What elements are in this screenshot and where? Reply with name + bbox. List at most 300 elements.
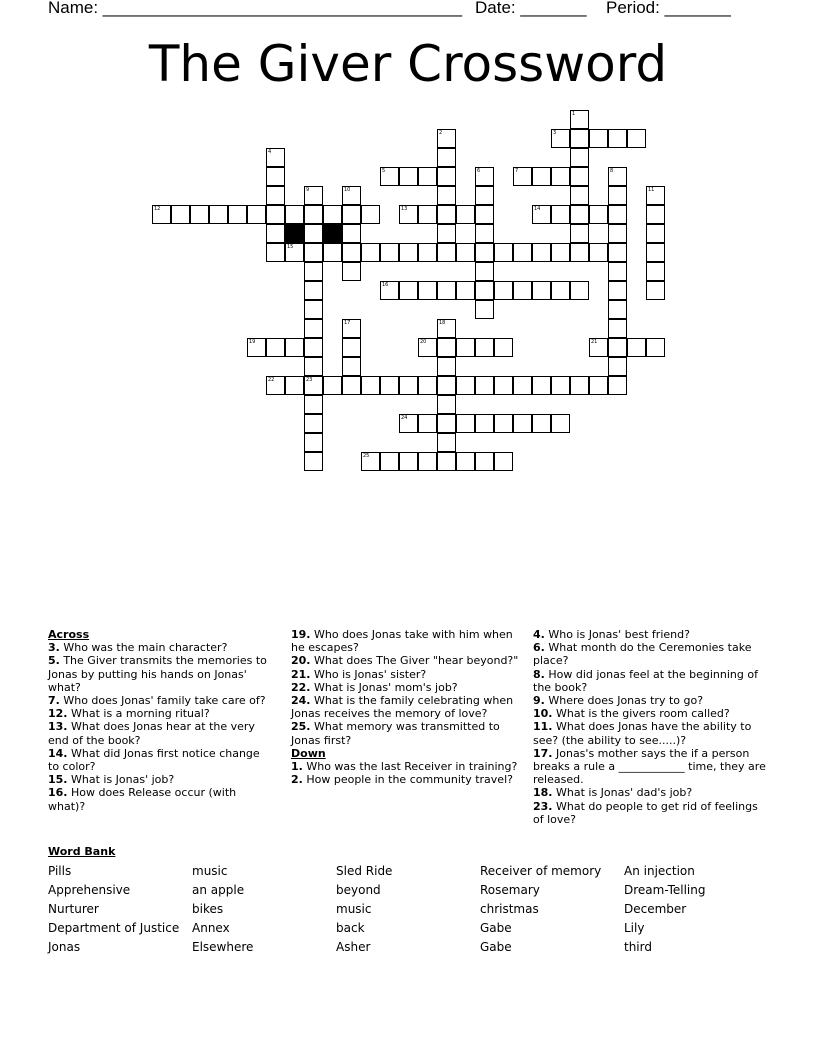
grid-cell[interactable] [646, 186, 665, 205]
grid-cell[interactable] [266, 205, 285, 224]
clue-item [48, 773, 273, 786]
grid-cell[interactable] [608, 224, 627, 243]
grid-cell[interactable] [437, 243, 456, 262]
clue-number: 25. [291, 720, 311, 734]
grid-cell[interactable] [399, 243, 418, 262]
grid-cell[interactable] [551, 167, 570, 186]
word-bank-item: Receiver of memory [480, 864, 602, 878]
clue-text: Who is Jonas' best friend? [544, 628, 690, 641]
grid-cell[interactable] [646, 243, 665, 262]
grid-cell[interactable] [475, 452, 494, 471]
clue-item [48, 707, 273, 720]
clue-text: Who was the last Receiver in training? [302, 760, 518, 774]
grid-cell[interactable] [646, 224, 665, 243]
clue-text: Who is Jonas' sister? [310, 667, 427, 681]
clue-number: 15. [48, 773, 68, 787]
clue-number: 24. [291, 694, 311, 708]
grid-cell[interactable] [608, 300, 627, 319]
grid-cell[interactable] [456, 281, 475, 300]
grid-cell[interactable] [342, 262, 361, 281]
grid-cell-number: 11 [648, 187, 655, 193]
grid-cell[interactable] [342, 205, 361, 224]
grid-cell[interactable] [418, 338, 437, 357]
grid-cell[interactable] [570, 224, 589, 243]
grid-cell[interactable] [494, 452, 513, 471]
grid-cell[interactable] [437, 205, 456, 224]
grid-cell[interactable] [285, 338, 304, 357]
word-bank-item: Apprehensive [48, 883, 131, 897]
clue-text: How did jonas feel at the beginning of the book? [533, 667, 758, 694]
grid-cell-number: 22 [268, 377, 275, 383]
grid-cell-number: 10 [344, 187, 351, 193]
clues-column-3 [533, 628, 768, 826]
clue-item [533, 694, 768, 707]
grid-cell[interactable] [437, 357, 456, 376]
word-bank-item: Pills [48, 864, 72, 878]
grid-cell[interactable] [266, 167, 285, 186]
grid-cell[interactable] [570, 205, 589, 224]
grid-cell[interactable] [494, 414, 513, 433]
clue-item [533, 707, 768, 720]
clue-number: 13. [48, 720, 68, 734]
grid-cell[interactable] [323, 243, 342, 262]
grid-cell[interactable] [646, 262, 665, 281]
grid-cell[interactable] [475, 414, 494, 433]
clue-number: 6. [533, 641, 545, 655]
clue-text: What does The Giver "hear beyond?" [310, 654, 519, 668]
clue-number: 19. [291, 628, 311, 641]
grid-cell[interactable] [608, 243, 627, 262]
grid-cell[interactable] [152, 205, 171, 224]
grid-cell[interactable] [551, 414, 570, 433]
grid-cell[interactable] [190, 205, 209, 224]
grid-cell[interactable] [456, 376, 475, 395]
grid-cell[interactable] [475, 376, 494, 395]
clue-number: 11. [533, 720, 553, 734]
grid-cell[interactable] [209, 205, 228, 224]
grid-cell[interactable] [570, 110, 589, 129]
grid-cell[interactable] [418, 167, 437, 186]
clue-number: 22. [291, 680, 311, 694]
grid-cell[interactable] [513, 243, 532, 262]
grid-cell[interactable] [304, 262, 323, 281]
clue-number: 12. [48, 707, 68, 721]
grid-cell-number: 21 [591, 339, 598, 345]
grid-cell[interactable] [608, 205, 627, 224]
clue-text: Who does Jonas take with him when he escapes? [291, 628, 513, 655]
grid-cell[interactable] [475, 300, 494, 319]
word-bank-item: Rosemary [480, 883, 540, 897]
grid-cell[interactable] [494, 338, 513, 357]
grid-cell-number: 17 [344, 320, 351, 326]
clue-number: 4. [533, 628, 545, 641]
clue-number: 8. [533, 667, 545, 681]
clue-text: Who does Jonas' family take care of? [59, 694, 266, 708]
word-bank-item: Jonas [48, 940, 81, 954]
grid-cell[interactable] [589, 338, 608, 357]
word-bank-item: bikes [192, 902, 224, 916]
grid-cell[interactable] [304, 357, 323, 376]
word-bank-item: Lily [624, 921, 645, 935]
grid-cell-blocked [323, 224, 342, 243]
clue-number: 2. [291, 773, 303, 787]
clue-text: What is Jonas' mom's job? [310, 680, 458, 694]
grid-cell-blocked [285, 224, 304, 243]
grid-cell[interactable] [304, 319, 323, 338]
clue-text: What is the family celebrating when Jonas receives the memory of love? [291, 694, 514, 721]
clue-number: 5. [48, 654, 60, 668]
clue-number: 20. [291, 654, 311, 668]
grid-cell-number: 16 [382, 282, 389, 288]
grid-cell[interactable] [342, 338, 361, 357]
grid-cell[interactable] [437, 224, 456, 243]
grid-cell[interactable] [608, 319, 627, 338]
grid-cell[interactable] [532, 281, 551, 300]
down-clue-list-continued [533, 628, 768, 826]
grid-cell[interactable] [646, 205, 665, 224]
grid-cell[interactable] [570, 129, 589, 148]
date-field-label[interactable]: Date: _______ [475, 0, 587, 17]
grid-cell-number: 13 [401, 206, 408, 212]
grid-cell[interactable] [608, 338, 627, 357]
grid-cell[interactable] [437, 167, 456, 186]
clue-text: What did Jonas first notice change to color? [48, 746, 260, 774]
word-bank-item: beyond [336, 883, 381, 897]
clues-column-1 [48, 628, 273, 813]
grid-cell[interactable] [266, 376, 285, 395]
clue-number: 17. [533, 746, 553, 760]
grid-cell[interactable] [342, 357, 361, 376]
grid-cell[interactable] [513, 281, 532, 300]
clue-item [291, 720, 521, 746]
clue-item [291, 654, 521, 667]
crossword-grid [0, 0, 816, 480]
grid-cell-number: 15 [287, 244, 294, 250]
grid-cell[interactable] [342, 376, 361, 395]
clue-text: What memory was transmitted to Jonas first? [291, 720, 500, 747]
grid-cell[interactable] [456, 414, 475, 433]
grid-cell[interactable] [399, 281, 418, 300]
grid-cell[interactable] [475, 262, 494, 281]
grid-cell[interactable] [380, 243, 399, 262]
grid-cell-number: 18 [439, 320, 446, 326]
grid-cell[interactable] [608, 376, 627, 395]
grid-cell[interactable] [475, 186, 494, 205]
grid-cell[interactable] [532, 205, 551, 224]
clue-item [533, 641, 768, 667]
grid-cell[interactable] [570, 243, 589, 262]
grid-cell[interactable] [475, 205, 494, 224]
grid-cell-number: 14 [534, 206, 541, 212]
grid-cell-number: 12 [154, 206, 161, 212]
grid-cell[interactable] [399, 205, 418, 224]
word-bank-item: Elsewhere [192, 940, 254, 954]
grid-cell[interactable] [646, 338, 665, 357]
word-bank-item: music [192, 864, 228, 878]
clue-item [48, 786, 273, 812]
grid-cell[interactable] [361, 205, 380, 224]
grid-cell[interactable] [342, 186, 361, 205]
grid-cell[interactable] [570, 376, 589, 395]
word-bank-item: third [624, 940, 652, 954]
clue-text: What is Jonas' dad's job? [552, 786, 693, 800]
grid-cell-number: 3 [553, 130, 557, 136]
word-bank-item: An injection [624, 864, 695, 878]
clue-text: What is Jonas' job? [67, 773, 175, 787]
word-bank-item: Department of Justice [48, 921, 180, 935]
grid-cell-number: 4 [268, 149, 272, 155]
grid-cell[interactable] [266, 186, 285, 205]
grid-cell[interactable] [627, 129, 646, 148]
grid-cell[interactable] [266, 338, 285, 357]
grid-cell[interactable] [171, 205, 190, 224]
grid-cell-number: 8 [610, 168, 614, 174]
grid-cell[interactable] [399, 414, 418, 433]
grid-cell[interactable] [551, 376, 570, 395]
grid-cell[interactable] [399, 167, 418, 186]
clue-text: What do people to get rid of feelings of love? [533, 799, 758, 826]
clue-item [291, 773, 521, 786]
clue-item [48, 654, 273, 694]
word-bank-item: back [336, 921, 365, 935]
grid-cell[interactable] [304, 205, 323, 224]
grid-cell[interactable] [266, 243, 285, 262]
grid-cell[interactable] [608, 129, 627, 148]
word-bank-item: Asher [336, 940, 371, 954]
grid-cell[interactable] [304, 376, 323, 395]
clue-text: What does Jonas hear at the very end of the book? [48, 720, 255, 747]
clue-item [291, 668, 521, 681]
clue-number: 23. [533, 799, 553, 813]
grid-cell[interactable] [437, 281, 456, 300]
clue-text: How does Release occur (with what)? [48, 786, 237, 813]
grid-cell[interactable] [437, 452, 456, 471]
grid-cell[interactable] [304, 338, 323, 357]
grid-cell[interactable] [513, 376, 532, 395]
page-title: The Giver Crossword [148, 35, 668, 93]
grid-cell[interactable] [304, 186, 323, 205]
grid-cell[interactable] [437, 129, 456, 148]
word-bank-item: December [624, 902, 687, 916]
grid-cell[interactable] [456, 243, 475, 262]
grid-cell[interactable] [551, 243, 570, 262]
grid-cell[interactable] [475, 224, 494, 243]
clue-item [291, 760, 521, 773]
word-bank-heading: Word Bank [48, 845, 116, 858]
grid-cell-number: 9 [306, 187, 310, 193]
clue-text: What month do the Ceremonies take place? [533, 641, 752, 668]
grid-cell[interactable] [570, 186, 589, 205]
grid-cell[interactable] [304, 281, 323, 300]
grid-cell[interactable] [304, 243, 323, 262]
grid-cell[interactable] [494, 243, 513, 262]
clue-number: 18. [533, 786, 553, 800]
clue-number: 21. [291, 667, 311, 681]
grid-cell[interactable] [418, 281, 437, 300]
grid-cell[interactable] [589, 243, 608, 262]
grid-cell[interactable] [608, 262, 627, 281]
grid-cell[interactable] [589, 376, 608, 395]
grid-cell[interactable] [608, 186, 627, 205]
grid-cell[interactable] [418, 205, 437, 224]
grid-cell[interactable] [361, 376, 380, 395]
grid-cell[interactable] [304, 300, 323, 319]
grid-cell[interactable] [418, 414, 437, 433]
grid-cell[interactable] [342, 224, 361, 243]
grid-cell[interactable] [589, 129, 608, 148]
grid-cell[interactable] [304, 395, 323, 414]
grid-cell[interactable] [437, 319, 456, 338]
clue-item [533, 668, 768, 694]
grid-cell[interactable] [437, 376, 456, 395]
grid-cell[interactable] [399, 376, 418, 395]
word-bank-item: Gabe [480, 921, 512, 935]
grid-cell[interactable] [437, 433, 456, 452]
grid-cell[interactable] [285, 243, 304, 262]
clue-item [291, 628, 521, 654]
grid-cell[interactable] [342, 243, 361, 262]
clue-text: Who was the main character? [59, 641, 228, 655]
grid-cell-number: 7 [515, 168, 519, 174]
clue-text: What does Jonas have the ability to see? (the ability to see.....)? [533, 720, 752, 747]
grid-cell[interactable] [342, 319, 361, 338]
word-bank-item: Annex [192, 921, 230, 935]
grid-cell[interactable] [608, 357, 627, 376]
grid-cell[interactable] [304, 414, 323, 433]
grid-cell[interactable] [418, 376, 437, 395]
grid-cell[interactable] [418, 243, 437, 262]
grid-cell[interactable] [551, 205, 570, 224]
grid-cell[interactable] [361, 243, 380, 262]
grid-cell[interactable] [285, 205, 304, 224]
grid-cell[interactable] [437, 338, 456, 357]
grid-cell[interactable] [437, 414, 456, 433]
grid-cell[interactable] [532, 414, 551, 433]
clue-number: 3. [48, 641, 60, 655]
grid-cell[interactable] [380, 281, 399, 300]
grid-cell[interactable] [437, 148, 456, 167]
grid-cell[interactable] [532, 167, 551, 186]
grid-cell[interactable] [380, 452, 399, 471]
clue-text: How people in the community travel? [302, 773, 513, 787]
grid-cell-number: 24 [401, 415, 408, 421]
grid-cell[interactable] [570, 148, 589, 167]
clue-item [48, 641, 273, 654]
grid-cell-number: 25 [363, 453, 370, 459]
grid-cell-number: 2 [439, 130, 443, 136]
across-clue-list-continued [291, 628, 521, 747]
grid-cell[interactable] [475, 281, 494, 300]
clue-item [533, 786, 768, 799]
grid-cell[interactable] [399, 452, 418, 471]
clue-text: What is the givers room called? [552, 707, 730, 721]
word-bank-item: Sled Ride [336, 864, 393, 878]
grid-cell[interactable] [532, 243, 551, 262]
word-bank-item: Dream-Telling [624, 883, 706, 897]
grid-cell[interactable] [475, 338, 494, 357]
clue-item [533, 747, 768, 787]
grid-cell[interactable] [570, 281, 589, 300]
grid-cell[interactable] [380, 167, 399, 186]
grid-cell[interactable] [323, 376, 342, 395]
clue-text: Jonas's mother says the if a person breaks a rule a ____________ time, they are released. [533, 746, 766, 787]
grid-cell[interactable] [304, 224, 323, 243]
grid-cell[interactable] [513, 167, 532, 186]
clue-item [533, 800, 768, 826]
clue-number: 16. [48, 786, 68, 800]
word-bank-item: music [336, 902, 372, 916]
grid-cell[interactable] [247, 205, 266, 224]
clue-item [48, 694, 273, 707]
grid-cell[interactable] [627, 338, 646, 357]
name-field-label[interactable]: Name: ______________________________________ [48, 0, 463, 17]
word-bank-item: Nurturer [48, 902, 99, 916]
grid-cell[interactable] [475, 167, 494, 186]
clue-number: 10. [533, 707, 553, 721]
clue-item [533, 628, 768, 641]
grid-cell[interactable] [266, 148, 285, 167]
grid-cell[interactable] [456, 338, 475, 357]
grid-cell-number: 19 [249, 339, 256, 345]
clue-item [533, 720, 768, 746]
grid-cell[interactable] [266, 224, 285, 243]
period-field-label[interactable]: Period: _______ [606, 0, 731, 17]
clue-text: What is a morning ritual? [67, 707, 210, 721]
grid-cell[interactable] [494, 281, 513, 300]
down-heading: Down [291, 746, 326, 760]
grid-cell-number: 20 [420, 339, 427, 345]
clue-number: 1. [291, 760, 303, 774]
grid-cell-number: 1 [572, 111, 576, 117]
grid-cell[interactable] [551, 129, 570, 148]
grid-cell[interactable] [513, 414, 532, 433]
grid-cell[interactable] [228, 205, 247, 224]
grid-cell[interactable] [570, 167, 589, 186]
grid-cell-number: 23 [306, 377, 313, 383]
grid-cell[interactable] [437, 395, 456, 414]
clue-number: 7. [48, 694, 60, 708]
grid-cell[interactable] [323, 205, 342, 224]
clue-item [291, 694, 521, 720]
grid-cell[interactable] [304, 452, 323, 471]
grid-cell[interactable] [494, 376, 513, 395]
grid-cell-number: 5 [382, 168, 386, 174]
word-bank-item: an apple [192, 883, 245, 897]
down-clue-list [291, 760, 521, 786]
grid-cell[interactable] [551, 281, 570, 300]
grid-cell[interactable] [608, 281, 627, 300]
grid-cell[interactable] [646, 281, 665, 300]
grid-cell[interactable] [437, 186, 456, 205]
grid-cell[interactable] [532, 376, 551, 395]
grid-cell[interactable] [589, 205, 608, 224]
grid-cell[interactable] [380, 376, 399, 395]
across-heading: Across [48, 628, 90, 641]
grid-cell[interactable] [361, 452, 380, 471]
grid-cell[interactable] [475, 243, 494, 262]
word-bank-item: Gabe [480, 940, 512, 954]
grid-cell[interactable] [456, 205, 475, 224]
grid-cell[interactable] [418, 452, 437, 471]
grid-cell[interactable] [285, 376, 304, 395]
clue-item [48, 720, 273, 746]
grid-cell[interactable] [247, 338, 266, 357]
word-bank-item: christmas [480, 902, 539, 916]
grid-cell[interactable] [608, 167, 627, 186]
grid-cell[interactable] [304, 433, 323, 452]
clue-item [291, 681, 521, 694]
grid-cell[interactable] [456, 452, 475, 471]
